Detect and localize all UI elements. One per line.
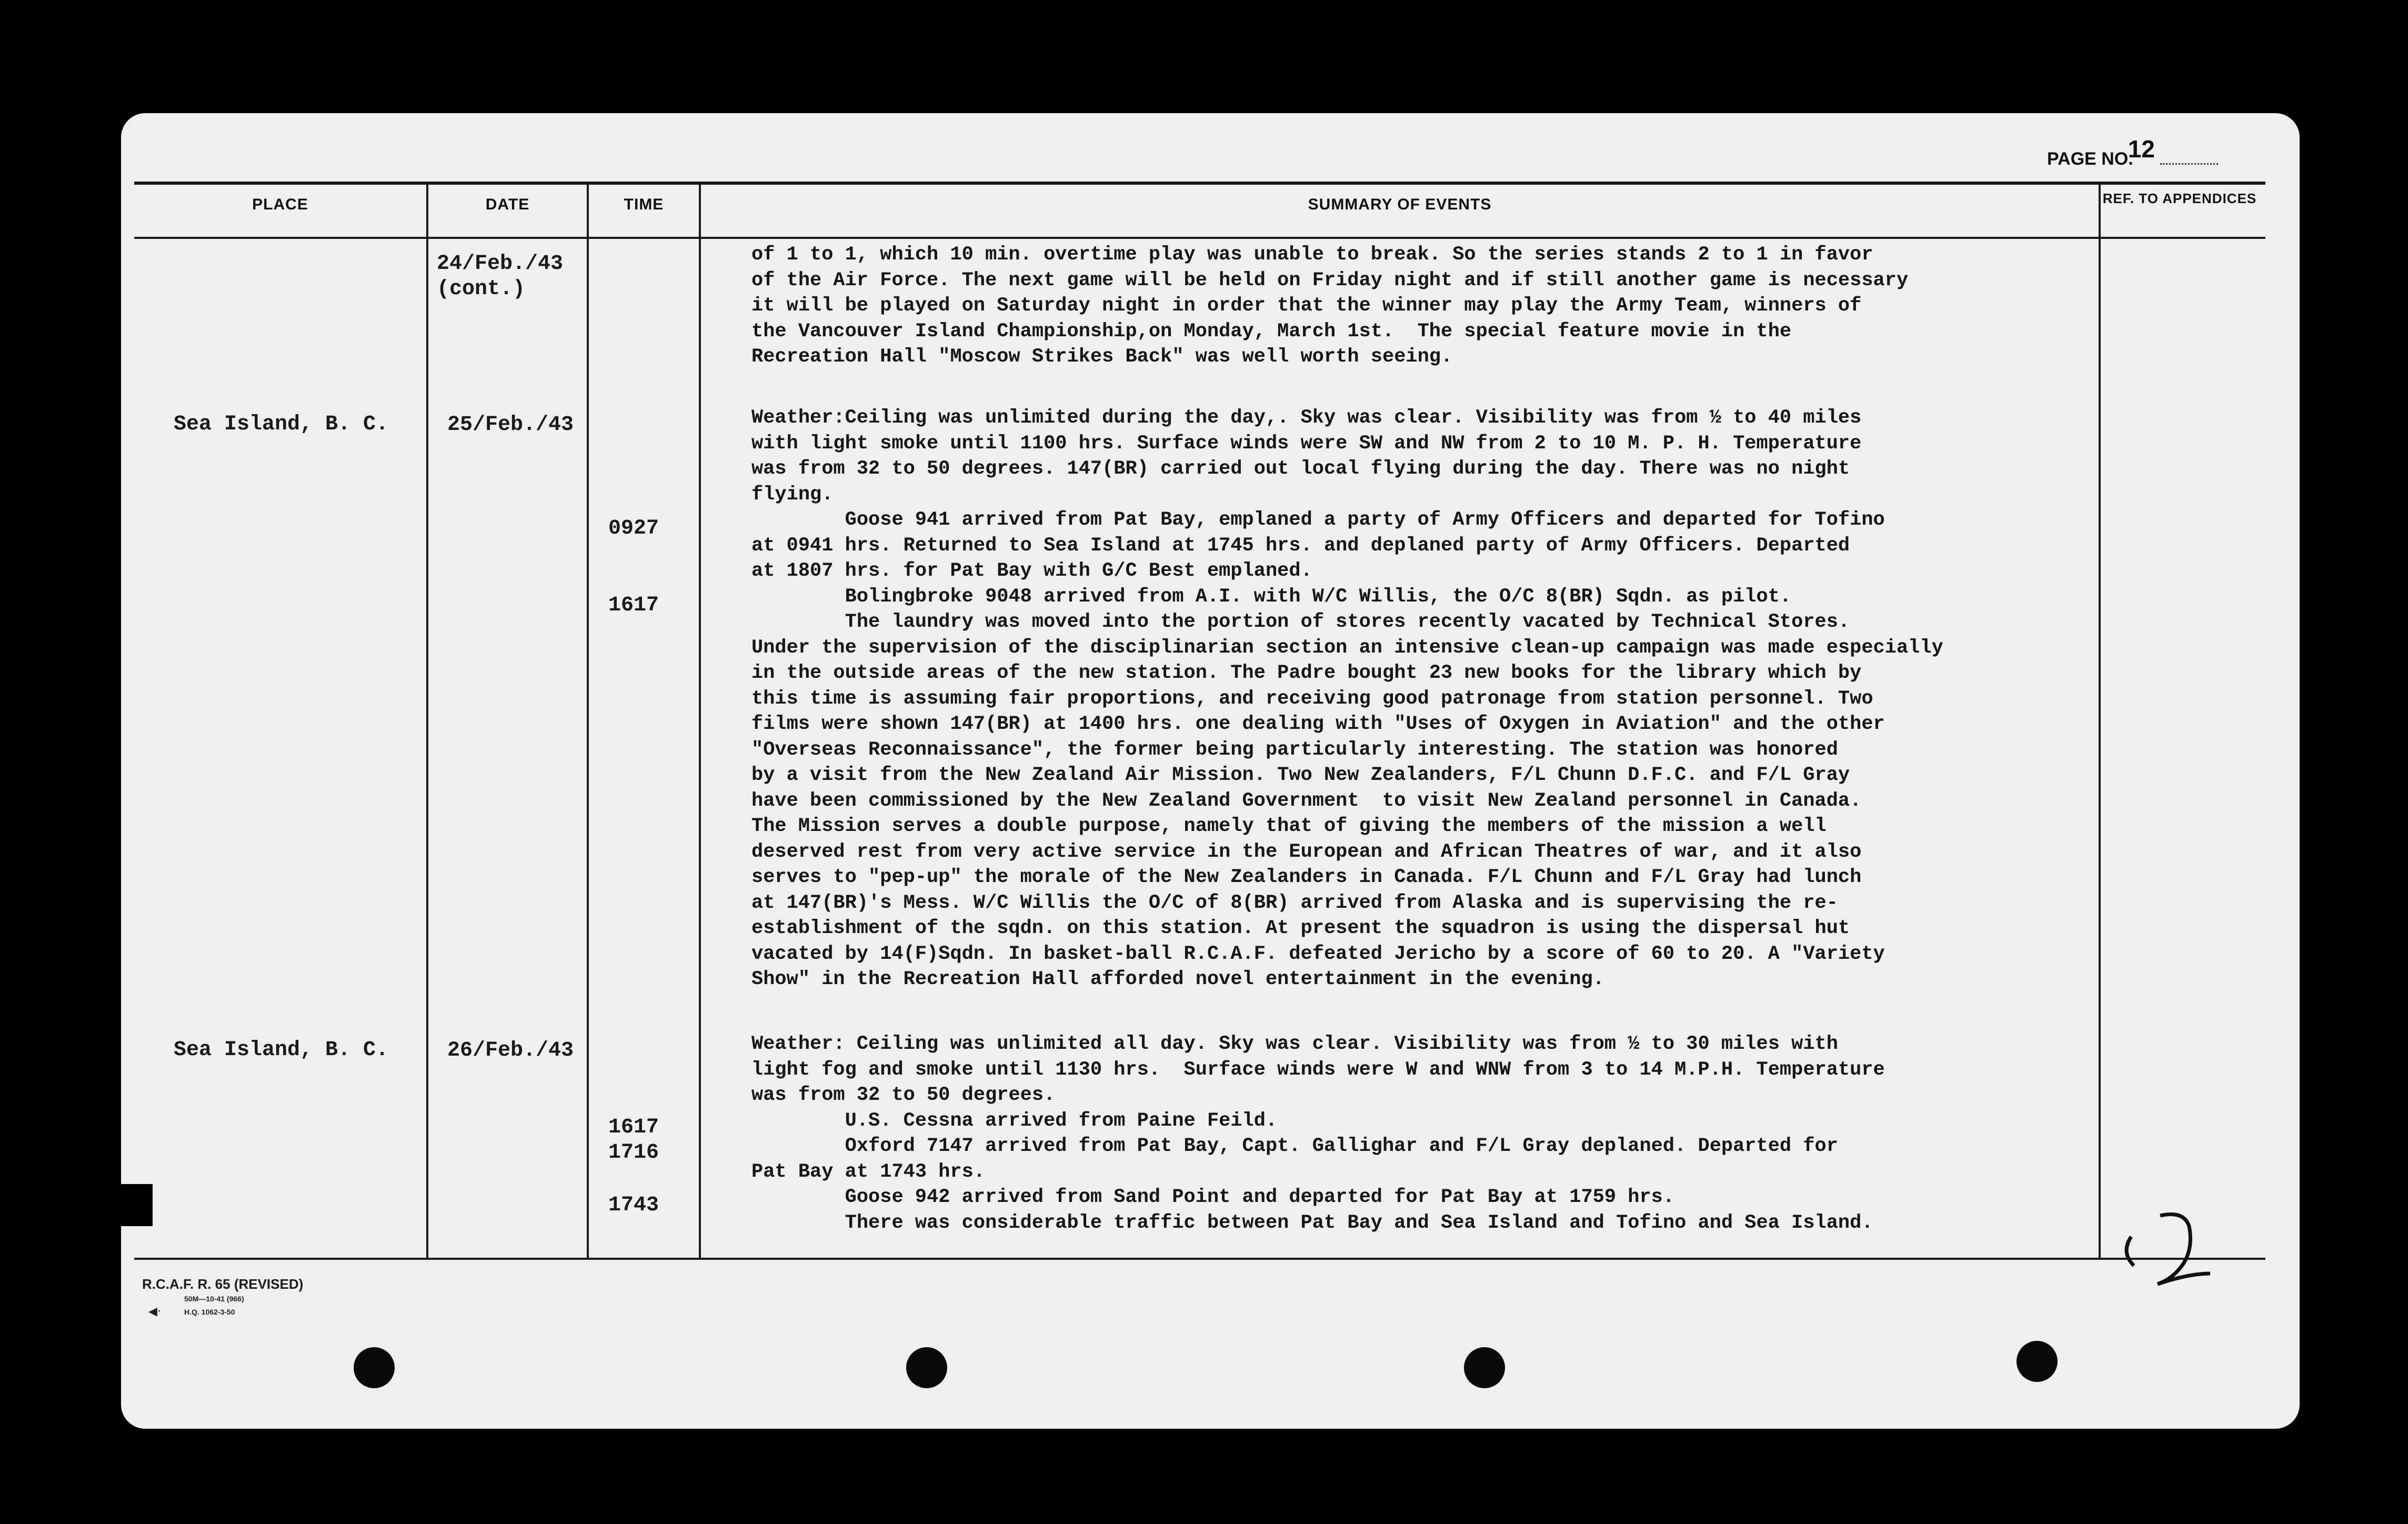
- header-bottom-rule: [134, 237, 2265, 239]
- entry-time-2b: 1617: [608, 594, 659, 617]
- punch-hole-2: [906, 1347, 947, 1388]
- page-number: [2047, 135, 2218, 169]
- punch-hole-3: [1464, 1347, 1505, 1388]
- punch-hole-4: [2016, 1341, 2058, 1382]
- arrow-mark-icon: ◀·: [148, 1305, 161, 1318]
- entry-date-3: 26/Feb./43: [447, 1039, 574, 1062]
- print-code-1: 50M—10-41 (966): [184, 1295, 244, 1303]
- summary-block-1: of 1 to 1, which 10 min. overtime play was unable to break. So the series stands 2 to 1 in favor of the Air Force. The next game will be held on Friday night and if still another game is necessary it will be played on Saturday night in order that the winner may play the Army Team, winners of the Vancouver Island Championship,on Monday, March 1st. The special feature movie in the Recreation Hall "Moscow Strikes Back" was well worth seeing.: [751, 244, 1909, 368]
- print-code-2: H.Q. 1062-3-50: [184, 1308, 235, 1316]
- punch-hole-1: [354, 1347, 395, 1388]
- handwritten-stroke-1: [2126, 1237, 2134, 1266]
- entry-date-1: 24/Feb./43 (cont.): [437, 252, 564, 301]
- entry-time-3b: 1716: [608, 1141, 659, 1165]
- form-number: R.C.A.F. R. 65 (REVISED): [142, 1276, 304, 1292]
- header-summary: SUMMARY OF EVENTS: [1308, 196, 1492, 213]
- page-number-value: 12: [2128, 135, 2155, 163]
- page-number-label: PAGE NO.: [2047, 149, 2133, 169]
- table-top-rule: [134, 182, 2265, 185]
- entry-place-2: Sea Island, B. C.: [174, 413, 389, 436]
- header-time: TIME: [624, 196, 664, 213]
- col-divider-place: [426, 182, 428, 1260]
- col-divider-time: [699, 182, 701, 1260]
- page-number-line: [2160, 163, 2218, 165]
- header-date: DATE: [485, 196, 530, 213]
- handwritten-initials: [2110, 1195, 2226, 1289]
- sheet-notch: [121, 1184, 153, 1226]
- header-place: PLACE: [252, 196, 308, 213]
- summary-block-3: Weather: Ceiling was unlimited all day. Sky was clear. Visibility was from ½ to 30 miles with light fog and smoke until 1130 hrs. Surface winds were W and WNW from 3 to 14 M.P.H. Temperature was from 32 to 50 degrees. U.S. Cessna arrived from Paine Feild. Oxford 7147 arrived from Pat Bay, Capt. Gallighar and F/L Gray deplaned. Departed for Pat Bay at 1743 hrs. Goose 942 arrived from Sand Point and departed for Pat Bay at 1759 hrs. There was considerable traffic between Pat Bay and Sea Island and Tofino and Sea Island.: [751, 1033, 1885, 1234]
- entry-place-3: Sea Island, B. C.: [174, 1038, 389, 1062]
- col-divider-date: [587, 182, 589, 1260]
- summary-block-2: Weather:Ceiling was unlimited during the day,. Sky was clear. Visibility was from ½ to 40 miles with light smoke until 1100 hrs. Surface winds were SW and NW from 2 to 10 M. P. H. Temperature was from 32 to 50 degrees. 147(BR) carried out local flying during the day. There was no night flying. Goose 941 arrived from Pat Bay, emplaned a party of Army Officers and departed for Tofino at 0941 hrs. Returned to Sea Island at 1745 hrs. and deplaned party of Army Officers. Departed at 1807 hrs. for Pat Bay with G/C Best emplaned. Bolingbroke 9048 arrived from A.I. with W/C Willis, the O/C 8(BR) Sqdn. as pilot. The laundry was moved into the portion of stores recently vacated by Technical Stores. Under the supervision of the disciplinarian section an intensive clean-up campaign was made especially in the outside areas of the new station. The Padre bought 23 new books for the library which by this time is assuming fair proportions, and receiving good patronage from station personnel. Two films were shown 147(BR) at 1400 hrs. one dealing with "Uses of Oxygen in Aviation" and the other "Overseas Reconnaissance", the former being particularly interesting. The station was honored by a visit from the New Zealand Air Mission. Two New Zealanders, F/L Chunn D.F.C. and F/L Gray have been commissioned by the New Zealand Government to visit New Zealand personnel in Canada. The Mission serves a double purpose, namely that of giving the members of the mission a well deserved rest from very active service in the European and African Theatres of war, and it also serves to "pep-up" the morale of the New Zealanders in Canada. F/L Chunn and F/L Gray had lunch at 147(BR)'s Mess. W/C Willis the O/C of 8(BR) arrived from Alaska and is supervising the re- establishment of the sqdn. on this station. At present the squadron is using the dispersal hut vacated by 14(F)Sqdn. In basket-ball R.C.A.F. defeated Jericho by a score of 60 to 20. A "Variety Show" in the Recreation Hall afforded novel entertainment in the evening.: [751, 407, 1943, 990]
- header-ref-appendices: REF. TO APPENDICES: [2102, 190, 2257, 206]
- entry-time-2a: 0927: [608, 517, 659, 540]
- table-bottom-rule: [134, 1258, 2265, 1260]
- entry-date-2: 25/Feb./43: [447, 413, 574, 437]
- entry-time-3a: 1617: [608, 1116, 659, 1139]
- entry-time-3c: 1743: [608, 1194, 659, 1217]
- handwritten-stroke-2: [2158, 1215, 2210, 1285]
- col-divider-summary: [2099, 182, 2101, 1260]
